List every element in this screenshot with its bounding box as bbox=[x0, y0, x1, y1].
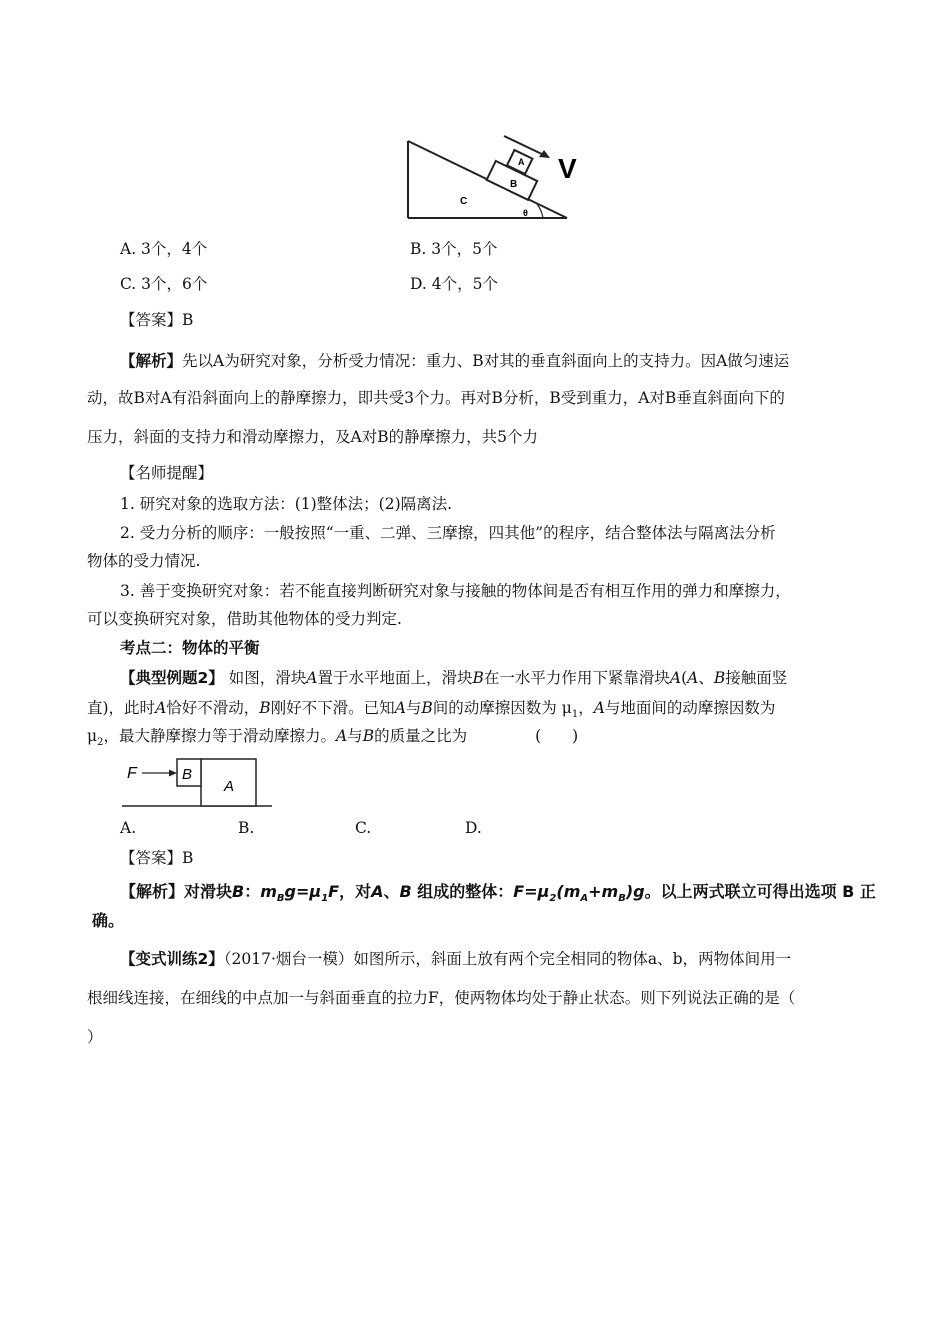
q2-line1 bbox=[120, 667, 900, 689]
tips-title: 【名师提醒】 bbox=[120, 464, 214, 482]
q3-text: （2017·烟台一模）如图所示，斜面上放有两个完全相同的物体a、b，两物体间用一 bbox=[223, 950, 792, 968]
blocks-figure bbox=[120, 756, 275, 808]
var-a: A bbox=[687, 669, 699, 687]
q2-text: 与地面间的动摩擦因数为 bbox=[604, 699, 776, 717]
q1-analysis-line3: 压力，斜面的支持力和滑动摩擦力，及A对B的静摩擦力，共5个力 bbox=[87, 428, 538, 446]
var-a: A bbox=[593, 699, 605, 717]
q2-text: 刚好不下滑。已知 bbox=[270, 699, 395, 717]
q2-analysis-text: 对滑块 bbox=[184, 882, 233, 901]
q2-option-b: B. bbox=[238, 819, 255, 837]
eq-part: +m bbox=[588, 882, 619, 901]
q2-answer: 【答案】B bbox=[120, 849, 194, 867]
subscript: 2 bbox=[549, 893, 557, 905]
q2-head: 【典型例题2】 bbox=[120, 669, 224, 687]
var-b: B bbox=[259, 699, 271, 717]
tip-2-line1: 2. 受力分析的顺序：一般按照“一重、二弹、三摩擦，四其他”的程序，结合整体法与隔离法分析 bbox=[120, 524, 776, 542]
block-a-label: A bbox=[224, 778, 235, 795]
var-a: A bbox=[335, 727, 348, 745]
var-b: B bbox=[713, 669, 726, 687]
var-a: A bbox=[669, 669, 682, 687]
eq-part: (m bbox=[556, 882, 581, 901]
q2-text: 如图，滑块 bbox=[223, 669, 307, 687]
subscript: B bbox=[618, 893, 626, 905]
q2-text: 置于水平地面上，滑块 bbox=[317, 669, 473, 687]
analysis-text: 先以A为研究对象，分析受力情况：重力、B对其的垂直斜面向上的支持力。因A做匀速运 bbox=[182, 352, 790, 370]
q2-analysis-line1 bbox=[120, 881, 900, 910]
velocity-label: V bbox=[558, 153, 577, 184]
q2-option-d: D. bbox=[465, 819, 482, 837]
q2-text: ( bbox=[681, 669, 688, 687]
q1-analysis-line2: 动，故B对A有沿斜面向上的静摩擦力，即共受3个力。再对B分析，B受到重力，A对B垂直斜面向下的 bbox=[87, 389, 785, 407]
q2-text: 、 bbox=[698, 669, 714, 687]
q2-text: ，最大静摩擦力等于滑动摩擦力。 bbox=[103, 727, 336, 745]
equation-1 bbox=[260, 882, 340, 905]
tip-1: 1. 研究对象的选取方法：(1)整体法；(2)隔离法. bbox=[120, 495, 453, 513]
q2-text: 接触面竖 bbox=[725, 669, 788, 687]
q2-text: 直)，此时 bbox=[87, 699, 156, 717]
q2-option-a: A. bbox=[120, 819, 137, 837]
q2-analysis-text: 。以上两式联立可得出选项 B 正 bbox=[644, 882, 876, 901]
var-b: B bbox=[399, 882, 412, 901]
subscript: 2 bbox=[97, 737, 104, 749]
var-b: B bbox=[472, 669, 484, 687]
option-d: D. 4个，5个 bbox=[410, 275, 498, 293]
var-b: B bbox=[421, 699, 433, 717]
q2-text: ， bbox=[578, 699, 594, 717]
subscript: A bbox=[580, 893, 589, 905]
q2-text: 在一水平力作用下紧靠滑块 bbox=[483, 669, 670, 687]
q2-text: 与 bbox=[405, 699, 422, 717]
option-b: B. 3个，5个 bbox=[410, 240, 498, 258]
eq-part: )g bbox=[625, 882, 645, 901]
theta-label: θ bbox=[523, 208, 528, 218]
q2-analysis-text: ，对 bbox=[339, 882, 372, 901]
equation-2 bbox=[513, 882, 645, 905]
q1-analysis-line1 bbox=[120, 350, 900, 372]
answer-paren: ( ) bbox=[535, 727, 579, 745]
q2-option-c: C. bbox=[355, 819, 372, 837]
q2-text: μ bbox=[87, 727, 98, 745]
subscript: 1 bbox=[571, 709, 579, 721]
q3-line2: 根细线连接，在细线的中点加一与斜面垂直的拉力F，使两物体均处于静止状态。则下列说法正确的是（ bbox=[87, 989, 796, 1007]
q2-analysis-line2: 确。 bbox=[92, 911, 125, 930]
var-a: A bbox=[155, 699, 167, 717]
option-a: A. 3个，4个 bbox=[120, 240, 208, 258]
eq-part: F bbox=[328, 882, 340, 901]
analysis-head: 【解析】 bbox=[120, 882, 185, 901]
q2-text: 恰好不滑动， bbox=[166, 699, 260, 717]
force-arrowhead bbox=[169, 770, 177, 777]
var-a: A bbox=[306, 669, 318, 687]
tip-3-line2: 可以变换研究对象，借助其他物体的受力判定. bbox=[87, 610, 402, 628]
section-title: 考点二：物体的平衡 bbox=[120, 639, 260, 657]
var-b: B bbox=[362, 727, 375, 745]
q2-analysis-text: 、 bbox=[383, 882, 400, 901]
q2-text: 与 bbox=[347, 727, 363, 745]
q3-line3: ） bbox=[87, 1028, 103, 1046]
block-a-label: A bbox=[518, 157, 525, 167]
q2-analysis-text: 组成的整体： bbox=[411, 882, 514, 901]
var-b: B bbox=[232, 882, 245, 901]
eq-part: F=μ bbox=[513, 882, 550, 901]
q2-line3 bbox=[87, 725, 867, 754]
force-label: F bbox=[127, 765, 137, 782]
tip-3-line1: 3. 善于变换研究对象：若不能直接判断研究对象与接触的物体间是否有相互作用的弹力和摩擦力， bbox=[120, 582, 791, 600]
incline-figure bbox=[400, 126, 590, 226]
var-a: A bbox=[394, 699, 406, 717]
q2-text: 的质量之比为 bbox=[374, 727, 468, 745]
q1-answer: 【答案】B bbox=[120, 311, 194, 329]
eq-part: g=μ bbox=[284, 882, 322, 901]
option-c: C. 3个，6个 bbox=[120, 275, 208, 293]
subscript: B bbox=[276, 893, 285, 905]
q2-analysis-text: ： bbox=[244, 882, 261, 901]
q3-head: 【变式训练2】 bbox=[120, 950, 224, 968]
block-b-label: B bbox=[510, 179, 518, 190]
subscript: 1 bbox=[321, 893, 329, 905]
analysis-head: 【解析】 bbox=[120, 352, 183, 370]
eq-part: m bbox=[260, 882, 277, 901]
q2-line2 bbox=[87, 697, 867, 726]
block-c-label: C bbox=[460, 196, 468, 207]
tip-2-line2: 物体的受力情况. bbox=[87, 552, 201, 570]
block-b-label: B bbox=[182, 766, 193, 783]
var-a: A bbox=[371, 882, 384, 901]
q2-text: 间的动摩擦因数为 μ bbox=[432, 699, 572, 717]
q3-line1 bbox=[120, 948, 900, 970]
